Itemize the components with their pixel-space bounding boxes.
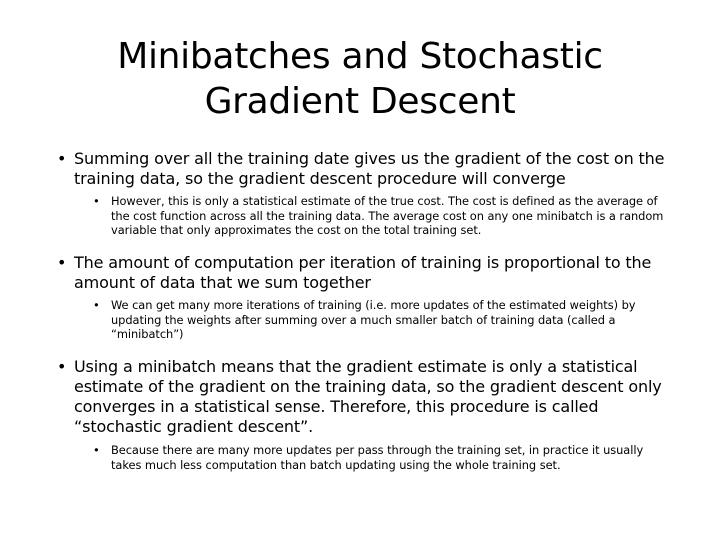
bullet-3-text: Using a minibatch means that the gradient estimate is only a statistical estimate of the gradient on the training data, so the gradient descent only converges in a statistical sense. Therefore, this procedure is called “stochastic gradient descent”. <box>74 357 662 436</box>
bullet-3-sub-text: Because there are many more updates per pass through the training set, in practice it usually takes much less computation than batch updating using the whole training set. <box>111 443 644 472</box>
slide-title-line-2: Gradient Descent <box>204 81 516 122</box>
slide-title-line-1: Minibatches and Stochastic <box>117 36 603 77</box>
bullet-1-sub <box>93 194 667 238</box>
bullet-1 <box>57 149 667 189</box>
sub-bullet-marker: • <box>93 443 100 457</box>
bullet-1-text: Summing over all the training date gives us the gradient of the cost on the training data, so the gradient descent procedure will converge <box>74 149 665 188</box>
bullet-marker: • <box>57 253 67 272</box>
slide-title <box>60 34 660 124</box>
bullet-3 <box>57 357 667 437</box>
bullet-3-sub <box>93 443 667 472</box>
bullet-marker: • <box>57 149 67 168</box>
bullet-marker: • <box>57 357 67 376</box>
bullet-2-sub-text: We can get many more iterations of training (i.e. more updates of the estimated weights) by updating the weights after summing over a much smaller batch of training data (called a “minibatch”) <box>111 298 636 342</box>
bullet-2 <box>57 253 667 293</box>
bullet-1-sub-text: However, this is only a statistical estimate of the true cost. The cost is defined as the average of the cost function across all the training data. The average cost on any one minibatch is a random variable that only approximates the cost on the total training set. <box>111 194 664 238</box>
bullet-2-text: The amount of computation per iteration of training is proportional to the amount of data that we sum together <box>74 253 652 292</box>
sub-bullet-marker: • <box>93 194 100 208</box>
sub-bullet-marker: • <box>93 298 100 312</box>
bullet-2-sub <box>93 298 667 342</box>
